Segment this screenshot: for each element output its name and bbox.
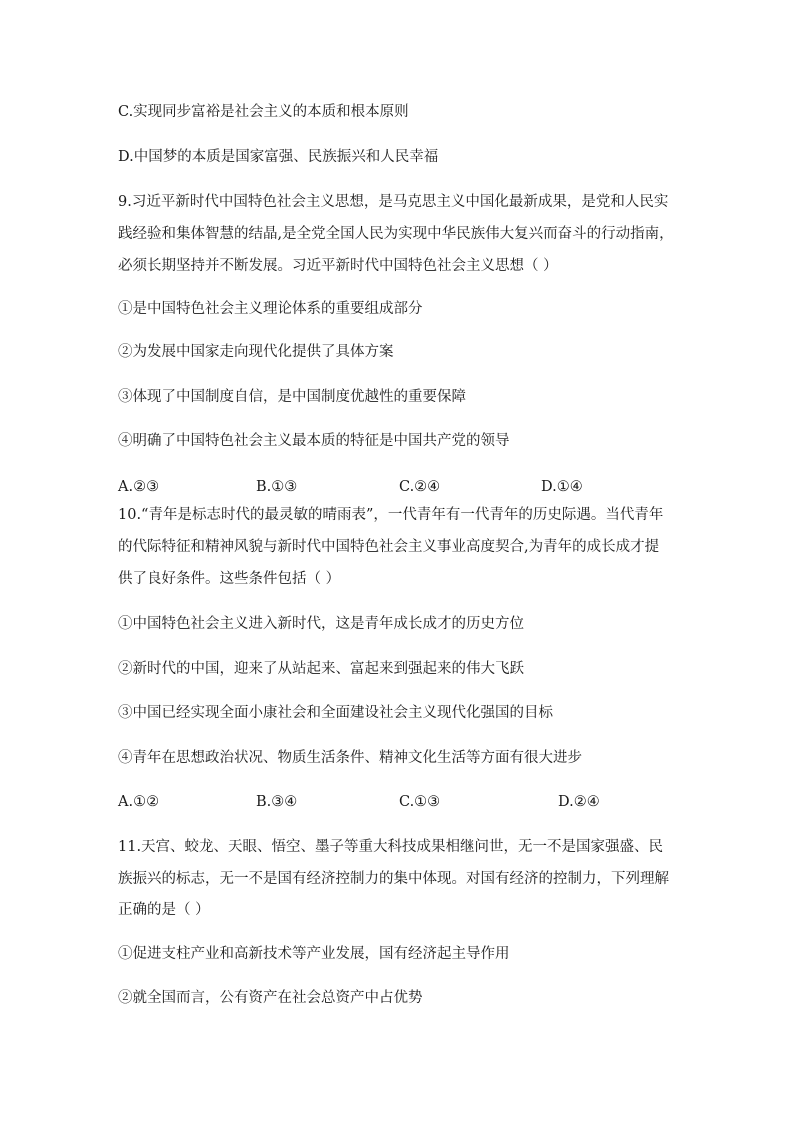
q9-item-4: ④明确了中国特色社会主义最本质的特征是中国共产党的领导 [118, 433, 510, 449]
q9-choice-a: A.②③ [118, 479, 160, 495]
q11-item-1: ①促进支柱产业和高新技术等产业发展，国有经济起主导作用 [118, 946, 510, 962]
q9-choice-d: D.①④ [541, 479, 583, 495]
q11-stem-line3: 正确的是（ ） [118, 902, 210, 918]
q11-item-2: ②就全国而言，公有资产在社会总资产中占优势 [118, 990, 423, 1006]
q10-item-2: ②新时代的中国，迎来了从站起来、富起来到强起来的伟大飞跃 [118, 661, 524, 677]
q10-choices [118, 792, 678, 812]
q8-option-c: C.实现同步富裕是社会主义的本质和根本原则 [118, 104, 409, 120]
q9-choice-c: C.②④ [399, 479, 441, 495]
q9-item-1: ①是中国特色社会主义理论体系的重要组成部分 [118, 301, 423, 317]
q9-stem-line2: 践经验和集体智慧的结晶,是全党全国人民为实现中华民族伟大复兴而奋斗的行动指南， [118, 226, 674, 242]
q9-item-3: ③体现了中国制度自信，是中国制度优越性的重要保障 [118, 389, 466, 405]
q9-item-2: ②为发展中国家走向现代化提供了具体方案 [118, 344, 394, 360]
q8-option-d: D.中国梦的本质是国家富强、民族振兴和人民幸福 [118, 149, 439, 165]
q10-choice-d: D.②④ [558, 794, 600, 810]
q10-choice-a: A.①② [118, 794, 160, 810]
q10-choice-b: B.③④ [256, 794, 298, 810]
q10-stem-line3: 供了良好条件。这些条件包括（ ） [118, 571, 341, 587]
q9-stem-line1: 9.习近平新时代中国特色社会主义思想，是马克思主义中国化最新成果，是党和人民实 [118, 194, 669, 210]
q11-stem-line2: 族振兴的标志，无一不是国有经济控制力的集中体现。对国有经济的控制力，下列理解 [118, 871, 669, 887]
q10-choice-c: C.①③ [399, 794, 441, 810]
q10-stem-line1: 10.“青年是标志时代的最灵敏的晴雨表”，一代青年有一代青年的历史际遇。当代青年 [118, 507, 664, 523]
q9-choice-b: B.①③ [256, 479, 298, 495]
q10-item-3: ③中国已经实现全面小康社会和全面建设社会主义现代化强国的目标 [118, 705, 553, 721]
q10-item-1: ①中国特色社会主义进入新时代，这是青年成长成才的历史方位 [118, 616, 524, 632]
q9-choices [118, 477, 678, 497]
q10-item-4: ④青年在思想政治状况、物质生活条件、精神文化生活等方面有很大进步 [118, 750, 582, 766]
q9-stem-line3: 必须长期坚持并不断发展。习近平新时代中国特色社会主义思想（ ） [118, 258, 558, 274]
q11-stem-line1: 11.天宫、蛟龙、天眼、悟空、墨子等重大科技成果相继问世，无一不是国家强盛、民 [118, 839, 664, 855]
q10-stem-line2: 的代际特征和精神风貌与新时代中国特色社会主义事业高度契合,为青年的成长成才提 [118, 539, 660, 555]
